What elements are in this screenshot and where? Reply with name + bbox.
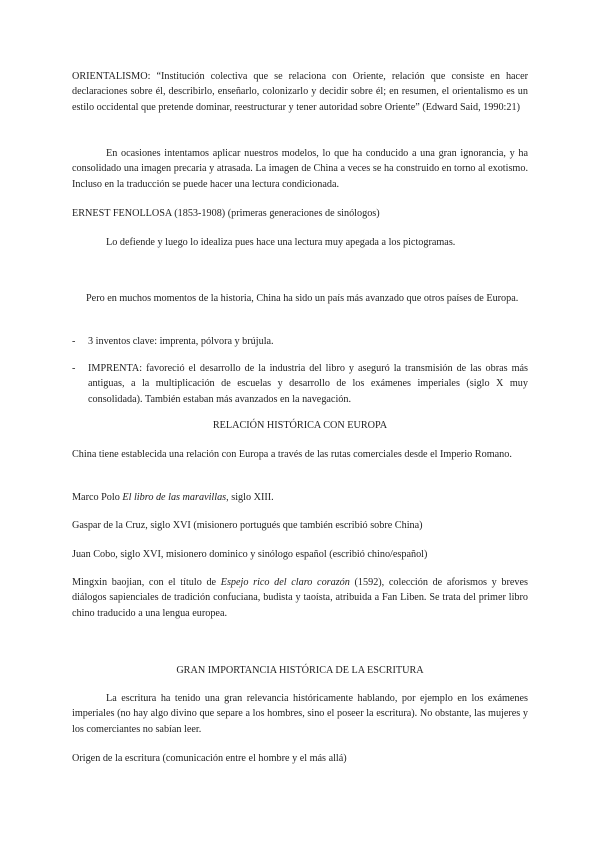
paragraph-relevancia-escritura: La escritura ha tenido una gran relevancia históricamente hablando, por ejemplo en los exámenes imperiales (no hay algo divino que separe a los hombres, sino el poseer la escritura). No obstante, las mujeres y los comerciantes no sabían leer.	[72, 693, 528, 735]
juan-cobo-line: Juan Cobo, siglo XVI, misionero dominico y sinólogo español (escribió chino/español)	[72, 549, 428, 560]
marco-polo-century: , siglo XIII.	[226, 492, 274, 503]
bullet-dash: -	[72, 336, 76, 347]
mingxin-book-title: Espejo rico del claro corazón	[220, 577, 350, 588]
section-heading-escritura: GRAN IMPORTANCIA HISTÓRICA DE LA ESCRITURA	[176, 665, 424, 676]
paragraph-imagen-china: En ocasiones intentamos aplicar nuestros modelos, lo que ha conducido a una gran ignorancia, y ha consolidado una imagen precaria y atrasada. La imagen de China a veces se ha construido en torno al exotismo. Incluso en la traducción se puede hacer una lectura condicionada.	[72, 148, 528, 190]
bullet-dash: -	[72, 363, 76, 374]
bullet-imprenta: IMPRENTA: favoreció el desarrollo de la industria del libro y aseguró la transmisión de las obras más antiguas, a la multiplicación de escuelas y desarrollo de los exámenes imperiales (siglo X muy consolidada). También estaban más avanzados en la navegación.	[88, 363, 528, 405]
origen-escritura-line: Origen de la escritura (comunicación entre el hombre y el más allá)	[72, 753, 347, 764]
gaspar-de-la-cruz-line: Gaspar de la Cruz, siglo XVI (misionero portugués que también escribió sobre China)	[72, 520, 423, 531]
section-heading-europa: RELACIÓN HISTÓRICA CON EUROPA	[212, 420, 388, 431]
mingxin-baojian-paragraph	[72, 575, 528, 621]
fenollosa-note: Lo defiende y luego lo idealiza pues hace una lectura muy apegada a los pictogramas.	[106, 237, 456, 248]
mingxin-intro: Mingxin baojian, con el título de	[72, 577, 221, 588]
marco-polo-book-title: El libro de las maravillas	[122, 492, 227, 503]
list-item	[72, 361, 528, 407]
paragraph-rutas-comerciales: China tiene establecida una relación con Europa a través de las rutas comerciales desde el Imperio Romano.	[72, 449, 512, 460]
bullet-inventos: 3 inventos clave: imprenta, pólvora y brújula.	[88, 336, 274, 347]
paragraph-china-avanzado: Pero en muchos momentos de la historia, China ha sido un país más avanzado que otros países de Europa.	[86, 293, 519, 304]
fenollosa-heading: ERNEST FENOLLOSA (1853-1908) (primeras generaciones de sinólogos)	[72, 208, 380, 219]
marco-polo-name: Marco Polo	[72, 492, 123, 503]
marco-polo-line	[72, 490, 528, 505]
list-item	[72, 334, 528, 349]
mingxin-description: (1592), colección de aforismos y breves diálogos sapienciales de tradición confuciana, budista y taoísta, atribuida a Fan Liben. Se trata del primer libro chino traducido a una lengua europea.	[72, 577, 528, 619]
orientalismo-definition: ORIENTALISMO: “Institución colectiva que se relaciona con Oriente, relación que consiste en hacer declaraciones sobre él, describirlo, enseñarlo, colonizarlo y decidir sobre él; en resumen, el orientalismo es un estilo occidental que pretende dominar, reestructurar y tener autoridad sobre Oriente” (Edward Said, 1990:21)	[72, 71, 528, 113]
